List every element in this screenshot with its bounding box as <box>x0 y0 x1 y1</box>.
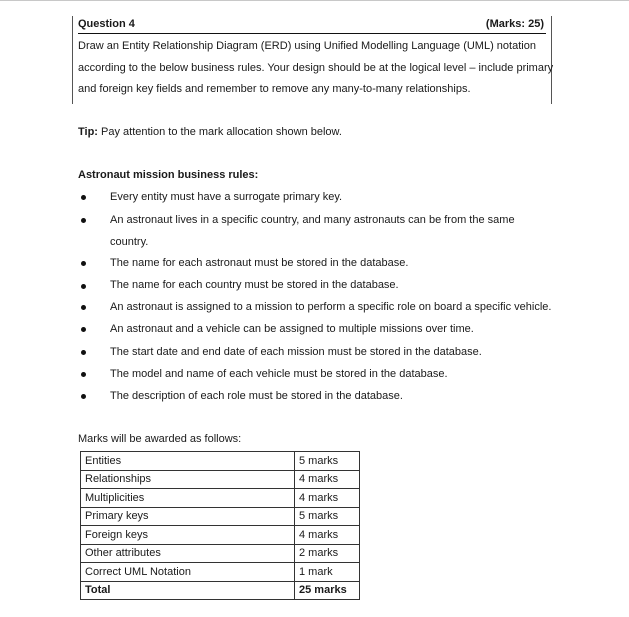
tip-label: Tip: <box>78 126 98 138</box>
page-top-divider <box>0 0 629 1</box>
bullet-icon <box>81 195 86 200</box>
rule-item: The start date and end date of each mission must be stored in the database. <box>110 346 482 358</box>
table-row <box>81 489 360 508</box>
marks-value: 2 marks <box>295 544 360 563</box>
bullet-icon <box>81 218 86 223</box>
marks-item: Correct UML Notation <box>81 563 295 582</box>
rule-item: An astronaut is assigned to a mission to perform a specific role on board a specific vehicle. <box>110 301 552 313</box>
marks-value: 4 marks <box>295 470 360 489</box>
rule-item-continuation: country. <box>110 236 149 248</box>
marks-item: Other attributes <box>81 544 295 563</box>
marks-total-label: Total <box>81 581 295 600</box>
rule-item: An astronaut lives in a specific country, and many astronauts can be from the same <box>110 214 515 226</box>
rules-heading: Astronaut mission business rules: <box>78 169 259 181</box>
bullet-icon <box>81 284 86 289</box>
intro-line-3: and foreign key fields and remember to remove any many-to-many relationships. <box>78 83 471 95</box>
table-row <box>81 544 360 563</box>
marks-value: 4 marks <box>295 489 360 508</box>
question-header <box>78 16 546 34</box>
rule-item: The description of each role must be stored in the database. <box>110 390 403 402</box>
bullet-icon <box>81 305 86 310</box>
marks-value: 5 marks <box>295 507 360 526</box>
table-row <box>81 507 360 526</box>
bullet-icon <box>81 394 86 399</box>
intro-line-2: according to the below business rules. Your design should be at the logical level – include primary <box>78 62 554 74</box>
marks-value: 4 marks <box>295 526 360 545</box>
rule-item: Every entity must have a surrogate primary key. <box>110 191 343 203</box>
marks-value: 5 marks <box>295 452 360 471</box>
intro-line-1: Draw an Entity Relationship Diagram (ERD) using Unified Modelling Language (UML) notation <box>78 40 536 52</box>
bullet-icon <box>81 372 86 377</box>
bullet-icon <box>81 350 86 355</box>
table-row <box>81 563 360 582</box>
marks-item: Primary keys <box>81 507 295 526</box>
table-row-total <box>81 581 360 600</box>
table-row <box>81 452 360 471</box>
marks-item: Multiplicities <box>81 489 295 508</box>
marks-total-value: 25 marks <box>295 581 360 600</box>
rule-item: The name for each astronaut must be stored in the database. <box>110 257 409 269</box>
tip-paragraph <box>78 127 342 138</box>
marks-table <box>80 451 360 600</box>
question-title: Question 4 <box>78 18 135 30</box>
rule-item: An astronaut and a vehicle can be assigned to multiple missions over time. <box>110 323 474 335</box>
question-marks: (Marks: 25) <box>485 18 544 30</box>
rule-item: The name for each country must be stored in the database. <box>110 279 399 291</box>
rule-item: The model and name of each vehicle must be stored in the database. <box>110 368 448 380</box>
marks-item: Foreign keys <box>81 526 295 545</box>
table-row <box>81 526 360 545</box>
marks-intro: Marks will be awarded as follows: <box>78 433 242 445</box>
marks-item: Relationships <box>81 470 295 489</box>
bullet-icon <box>81 327 86 332</box>
tip-text: Pay attention to the mark allocation shown below. <box>97 126 342 138</box>
bullet-icon <box>81 261 86 266</box>
marks-item: Entities <box>81 452 295 471</box>
marks-value: 1 mark <box>295 563 360 582</box>
table-row <box>81 470 360 489</box>
